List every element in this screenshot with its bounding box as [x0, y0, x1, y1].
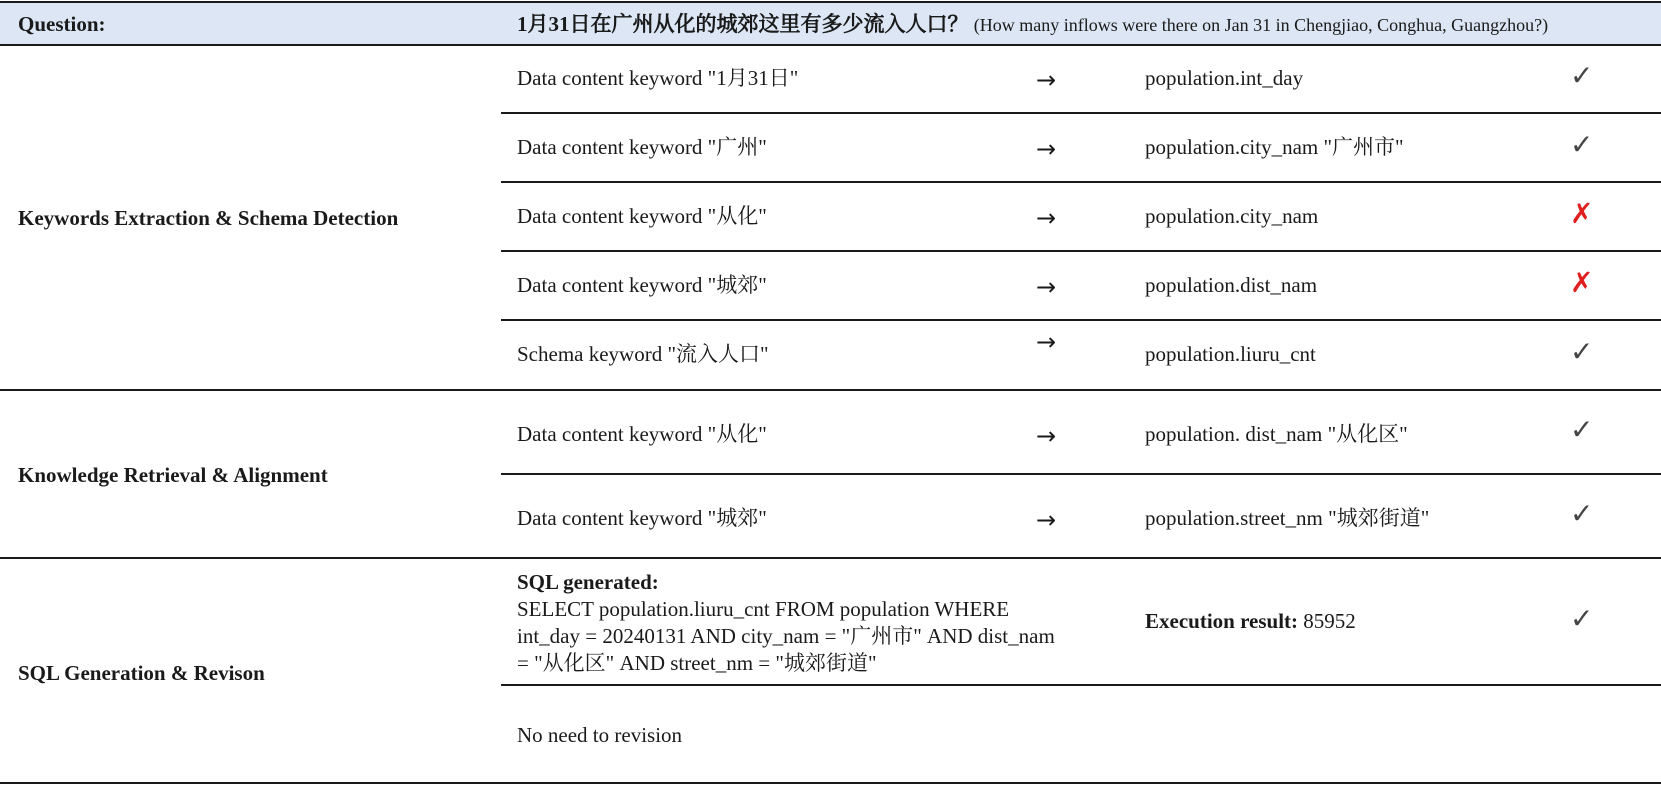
row-schema-field: population.city_nam — [1145, 204, 1319, 228]
sql-generated-label: SQL generated: — [517, 570, 659, 594]
mapping-arrow: → — [1036, 273, 1057, 301]
section-divider — [0, 389, 1661, 391]
header-bottom-border — [0, 44, 1661, 46]
row-schema-field: population.int_day — [1145, 66, 1304, 90]
execution-result-value: 85952 — [1303, 609, 1356, 633]
execution-result — [1145, 609, 1356, 634]
check-icon: ✓ — [1570, 335, 1594, 368]
bottom-border — [0, 782, 1661, 784]
row-keyword: Data content keyword "城郊" — [517, 506, 767, 530]
section-title-sql: SQL Generation & Revison — [18, 661, 265, 685]
row-divider — [501, 181, 1661, 183]
row-divider — [501, 250, 1661, 252]
check-icon: ✓ — [1570, 59, 1594, 92]
mapping-arrow: → — [1036, 66, 1057, 94]
row-keyword: Data content keyword "1月31日" — [517, 66, 799, 90]
row-schema-field: population.liuru_cnt — [1145, 342, 1316, 366]
row-divider — [501, 684, 1661, 686]
row-keyword: Data content keyword "从化" — [517, 422, 767, 446]
row-keyword: Data content keyword "广州" — [517, 135, 767, 159]
row-keyword: Data content keyword "城郊" — [517, 273, 767, 297]
mapping-arrow: → — [1036, 135, 1057, 163]
check-icon: ✓ — [1570, 413, 1594, 446]
revision-note: No need to revision — [517, 723, 683, 747]
question-text-zh: 1月31日在广州从化的城郊这里有多少流入人口？ — [517, 12, 969, 36]
top-border — [0, 1, 1661, 3]
check-icon: ✓ — [1570, 497, 1594, 530]
execution-result-label: Execution result: — [1145, 609, 1299, 633]
question-text-en: (How many inflows were there on Jan 31 in Chengjiao, Conghua, Guangzhou?) — [973, 15, 1549, 35]
question-text — [517, 12, 1548, 37]
check-icon: ✓ — [1570, 128, 1594, 161]
check-icon: ✓ — [1570, 602, 1594, 635]
mapping-arrow: → — [1036, 328, 1057, 356]
mapping-arrow: → — [1036, 422, 1057, 450]
sql-line: = "从化区" AND street_nm = "城郊街道" — [517, 651, 877, 675]
row-keyword: Data content keyword "从化" — [517, 204, 767, 228]
row-divider — [501, 473, 1661, 475]
row-schema-field: population. dist_nam "从化区" — [1145, 422, 1408, 446]
sql-line: SELECT population.liuru_cnt FROM population WHERE — [517, 597, 1010, 621]
mapping-arrow: → — [1036, 506, 1057, 534]
row-keyword: Schema keyword "流入人口" — [517, 342, 769, 366]
cross-icon: ✗ — [1570, 266, 1594, 299]
row-divider — [501, 319, 1661, 321]
section-title-keywords: Keywords Extraction & Schema Detection — [18, 206, 399, 230]
cross-icon: ✗ — [1570, 197, 1594, 230]
row-schema-field: population.dist_nam — [1145, 273, 1318, 297]
row-schema-field: population.street_nm "城郊街道" — [1145, 506, 1430, 530]
row-schema-field: population.city_nam "广州市" — [1145, 135, 1404, 159]
section-title-knowledge: Knowledge Retrieval & Alignment — [18, 463, 328, 487]
sql-line: int_day = 20240131 AND city_nam = "广州市" AND dist_nam — [517, 624, 1055, 648]
row-divider — [501, 112, 1661, 114]
question-label: Question: — [18, 12, 106, 36]
section-divider — [0, 557, 1661, 559]
mapping-arrow: → — [1036, 204, 1057, 232]
